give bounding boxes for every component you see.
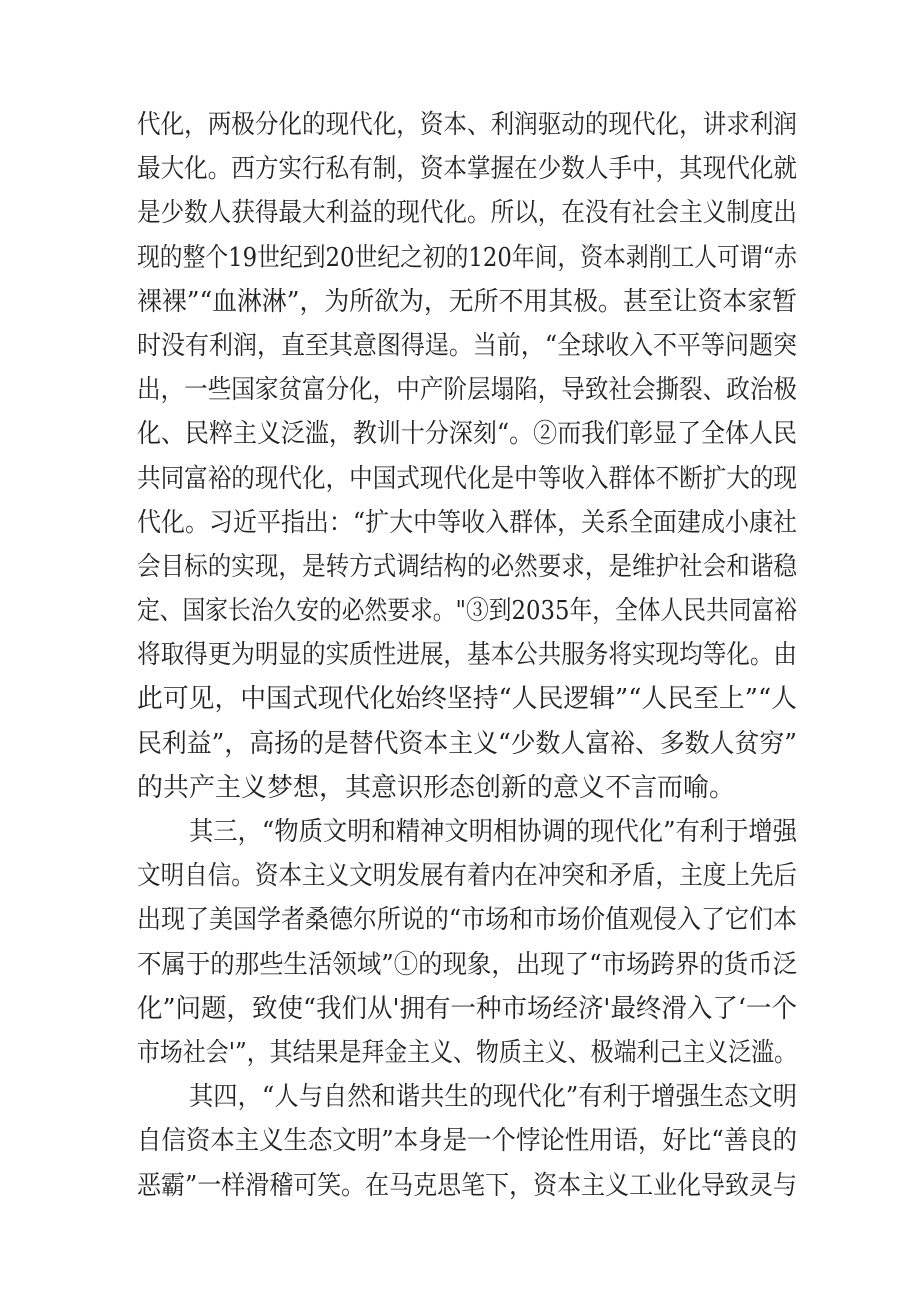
text-line: 化”问题，致使“我们从'拥有一种市场经济'最终滑入了‘一个 (137, 993, 797, 1024)
text-line: 化、民粹主义泛滥，教训十分深刻“。②而我们彰显了全体人民 (137, 419, 797, 450)
text-line: 代化，两极分化的现代化，资本、利润驱动的现代化，讲求利润 (137, 110, 797, 140)
text-line: 是少数人获得最大利益的现代化。所以，在没有社会主义制度出 (137, 198, 797, 229)
text-line: 现的整个19世纪到20世纪之初的120年间，资本剥削工人可谓“赤 (137, 242, 797, 273)
text-line: 此可见，中国式现代化始终坚持“人民逻辑”“人民至上”“人 (137, 684, 797, 715)
text-line: 自信资本主义生态文明”本身是一个悖论性用语，好比“善良的 (137, 1126, 797, 1157)
text-line: 定、国家长治久安的必然要求。"③到2035年，全体人民共同富裕 (137, 596, 797, 627)
text-line: 出，一些国家贫富分化，中产阶层塌陷，导致社会撕裂、政治极 (137, 375, 797, 406)
text-line: 最大化。西方实行私有制，资本掌握在少数人手中，其现代化就 (137, 154, 797, 185)
text-line: 其四，“人与自然和谐共生的现代化”有利于增强生态文明 (189, 1082, 797, 1113)
text-line: 的共产主义梦想，其意识形态创新的意义不言而喻。 (137, 772, 736, 803)
paragraph-3 (137, 1075, 797, 1208)
text-line: 民利益”，高扬的是替代资本主义“少数人富裕、多数人贫穷” (137, 728, 797, 759)
text-line: 出现了美国学者桑德尔所说的“市场和市场价值观侵入了它们本 (137, 905, 797, 936)
text-line: 时没有利润，直至其意图得逞。当前，“全球收入不平等问题突 (137, 330, 797, 361)
text-line: 市场社会'”，其结果是拜金主义、物质主义、极端利己主义泛滥。 (137, 1037, 797, 1068)
text-line: 将取得更为明显的实质性进展，基本公共服务将实现均等化。由 (137, 640, 797, 671)
paragraph-2 (137, 810, 797, 1075)
paragraph-1 (137, 103, 797, 810)
text-line: 文明自信。资本主义文明发展有着内在冲突和矛盾，主度上先后 (137, 861, 797, 892)
text-line: 其三，“物质文明和精神文明相协调的现代化”有利于增强 (189, 817, 797, 847)
text-line: 会目标的实现，是转方式调结构的必然要求，是维护社会和谐稳 (137, 551, 797, 582)
text-line: 不属于的那些生活领域”①的现象，出现了“市场跨界的货币泛 (137, 949, 797, 980)
text-line: 代化。习近平指出：“扩大中等收入群体，关系全面建成小康社 (137, 507, 797, 538)
text-line: 共同富裕的现代化，中国式现代化是中等收入群体不断扩大的现 (137, 463, 797, 494)
text-line: 裸裸”“血淋淋”，为所欲为，无所不用其极。甚至让资本家暂 (137, 286, 797, 317)
body-text (137, 103, 797, 1208)
text-line: 恶霸”一样滑稽可笑。在马克思笔下，资本主义工业化导致灵与 (137, 1170, 797, 1201)
